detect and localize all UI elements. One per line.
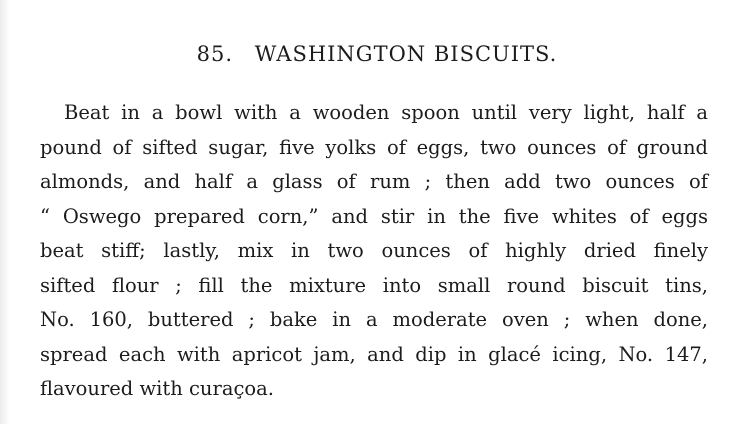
text-line: sifted flour ; fill the mixture into small round biscuit tins, [40, 273, 708, 297]
text-line: flavoured with curaçoa. [40, 377, 274, 400]
text-line: Beat in a bowl with a wooden spoon until very light, half a [64, 101, 708, 124]
recipe-text [40, 96, 708, 407]
recipe-number: 85. [196, 42, 234, 66]
text-line: No. 160, buttered ; bake in a moderate oven ; when done, [40, 308, 708, 331]
text-line: “ Oswego prepared corn,” and stir in the five whites of eggs [40, 204, 708, 228]
recipe-title: WASHINGTON BISCUITS. [254, 42, 558, 66]
text-line: almonds, and half a glass of rum ; then add two ounces of [40, 170, 708, 193]
text-line: spread each with apricot jam, and dip in glacé icing, No. 147, [40, 342, 708, 366]
text-line: beat stiff; lastly, mix in two ounces of highly dried finely [40, 239, 708, 262]
recipe-heading [0, 42, 754, 66]
text-line: pound of sifted sugar, five yolks of eggs, two ounces of ground [40, 135, 708, 159]
